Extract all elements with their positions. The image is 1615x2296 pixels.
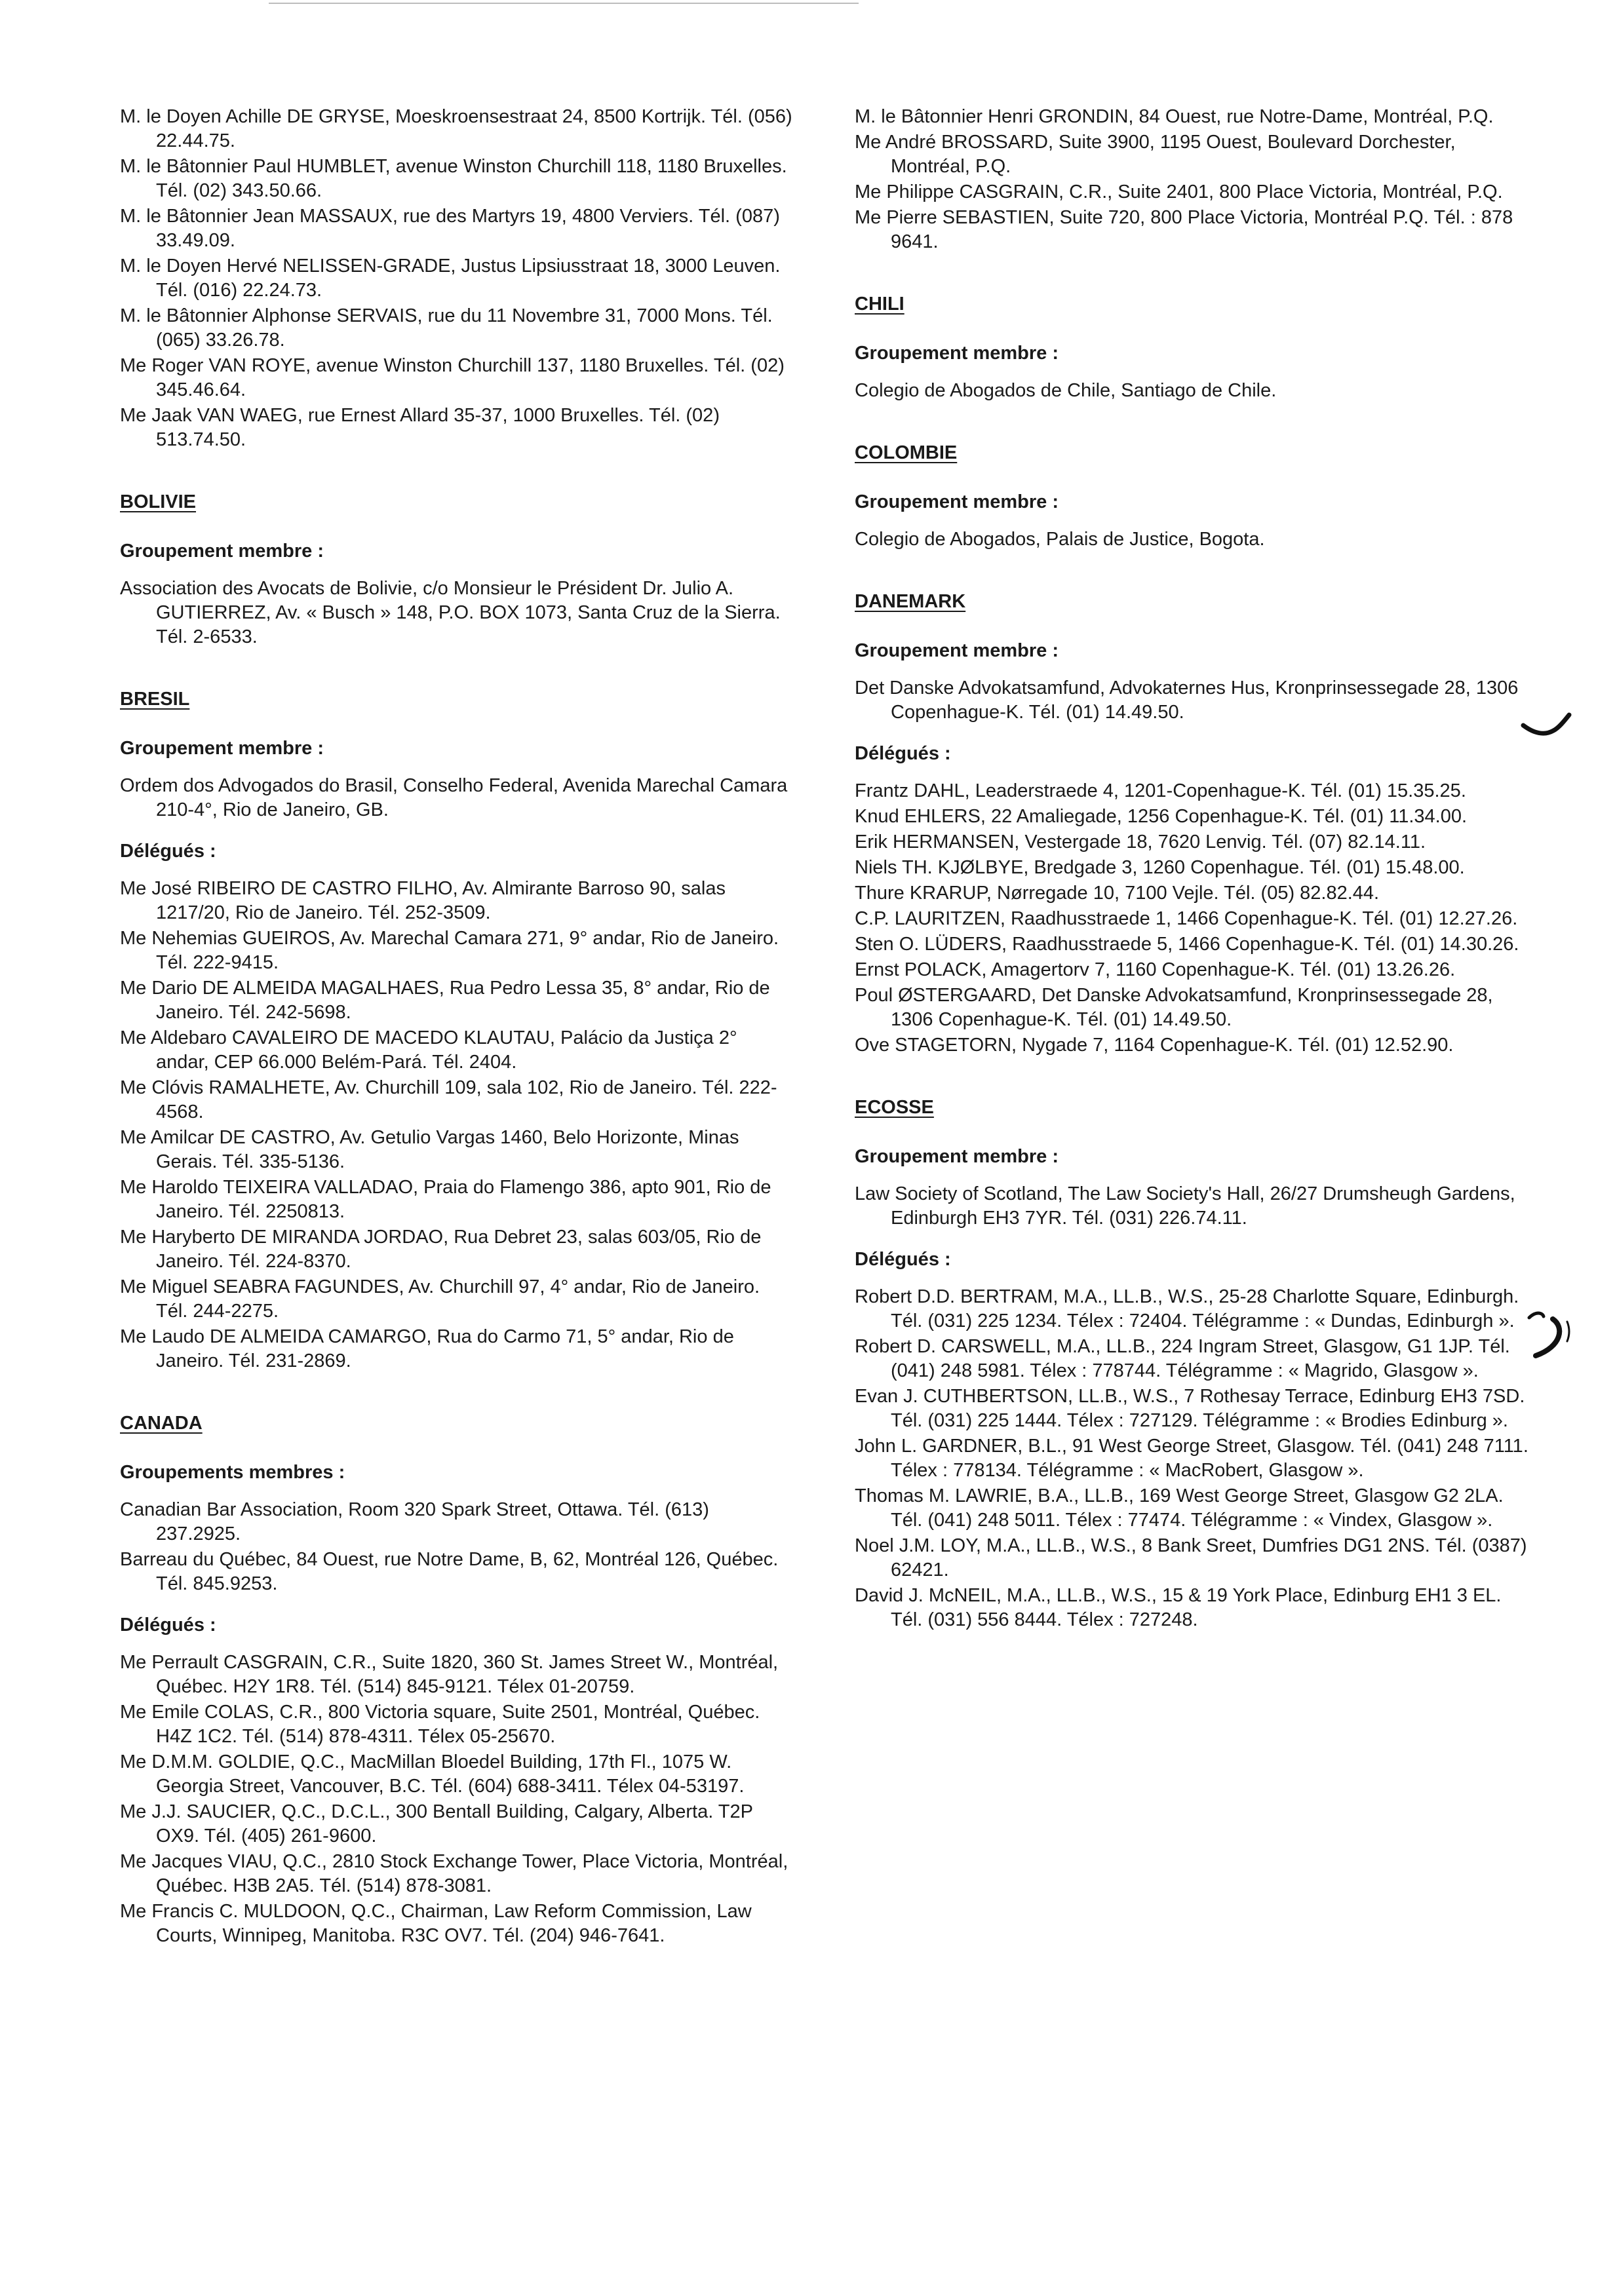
list-item: M. le Doyen Achille DE GRYSE, Moeskroensestraat 24, 8500 Kortrijk. Tél. (056) 22.44.75. bbox=[120, 106, 792, 151]
delegate-entry: Me Francis C. MULDOON, Q.C., Chairman, Law Reform Commission, Law Courts, Winnipeg, Manitoba. R3C OV7. Tél. (204) 946-7641. bbox=[120, 1901, 752, 1946]
right-column bbox=[855, 105, 1530, 1634]
groups-heading: Groupement membre : bbox=[855, 491, 1059, 512]
delegate-entry: Robert D.D. BERTRAM, M.A., LL.B., W.S., 25-28 Charlotte Square, Edinburgh. Tél. (031) 225 1234. Télex : 72404. Télégramme : « Dundas, Edinburgh ». bbox=[855, 1286, 1519, 1331]
list-item: Me Jaak VAN WAEG, rue Ernest Allard 35-37, 1000 Bruxelles. Tél. (02) 513.74.50. bbox=[120, 405, 720, 450]
group-entry: Colegio de Abogados de Chile, Santiago de Chile. bbox=[855, 380, 1277, 401]
delegate-entry: Me José RIBEIRO DE CASTRO FILHO, Av. Almirante Barroso 90, salas 1217/20, Rio de Janeiro. Tél. 252-3509. bbox=[120, 878, 726, 923]
groups-heading: Groupements membres : bbox=[120, 1462, 345, 1483]
country-heading: CHILI bbox=[855, 294, 905, 315]
delegate-entry: Me J.J. SAUCIER, Q.C., D.C.L., 300 Bentall Building, Calgary, Alberta. T2P OX9. Tél. (405) 261-9600. bbox=[120, 1801, 753, 1846]
delegate-entry: Sten O. LÜDERS, Raadhusstraede 5, 1466 Copenhague-K. Tél. (01) 14.30.26. bbox=[855, 934, 1519, 955]
delegate-entry: Ove STAGETORN, Nygade 7, 1164 Copenhague-K. Tél. (01) 12.52.90. bbox=[855, 1035, 1454, 1056]
delegate-entry: Robert D. CARSWELL, M.A., LL.B., 224 Ingram Street, Glasgow, G1 1JP. Tél. (041) 248 5981. Télex : 778744. Télégramme : « Magrido, Glasgow ». bbox=[855, 1336, 1510, 1381]
section-chili bbox=[855, 292, 1530, 403]
top-rule bbox=[269, 3, 859, 4]
country-heading: ECOSSE bbox=[855, 1097, 934, 1118]
intro-block bbox=[120, 105, 795, 452]
delegate-entry: Me Nehemias GUEIROS, Av. Marechal Camara 271, 9° andar, Rio de Janeiro. Tél. 222-9415. bbox=[120, 928, 779, 973]
list-item: M. le Doyen Hervé NELISSEN-GRADE, Justus Lipsiusstraat 18, 3000 Leuven. Tél. (016) 22.24.73. bbox=[120, 256, 781, 301]
delegate-entry: Me Clóvis RAMALHETE, Av. Churchill 109, sala 102, Rio de Janeiro. Tél. 222-4568. bbox=[120, 1077, 777, 1122]
delegate-entry: Me Miguel SEABRA FAGUNDES, Av. Churchill 97, 4° andar, Rio de Janeiro. Tél. 244-2275. bbox=[120, 1276, 760, 1322]
section-ecosse bbox=[855, 1096, 1530, 1632]
delegate-entry: Ernst POLACK, Amagertorv 7, 1160 Copenhague-K. Tél. (01) 13.26.26. bbox=[855, 959, 1456, 980]
groups-heading: Groupement membre : bbox=[855, 1146, 1059, 1167]
country-heading: COLOMBIE bbox=[855, 442, 958, 463]
section-bresil bbox=[120, 687, 795, 1373]
delegate-entry: John L. GARDNER, B.L., 91 West George Street, Glasgow. Tél. (041) 248 7111. Télex : 778134. Télégramme : « MacRobert, Glasgow ». bbox=[855, 1436, 1528, 1481]
list-item: M. le Bâtonnier Henri GRONDIN, 84 Ouest, rue Notre-Dame, Montréal, P.Q. bbox=[855, 106, 1494, 127]
delegate-entry: C.P. LAURITZEN, Raadhusstraede 1, 1466 Copenhague-K. Tél. (01) 12.27.26. bbox=[855, 908, 1518, 929]
delegate-entry: Me Laudo DE ALMEIDA CAMARGO, Rua do Carmo 71, 5° andar, Rio de Janeiro. Tél. 231-2869. bbox=[120, 1326, 734, 1371]
delegate-entry: Me Dario DE ALMEIDA MAGALHAES, Rua Pedro Lessa 35, 8° andar, Rio de Janeiro. Tél. 242-5698. bbox=[120, 978, 770, 1023]
delegate-entry: Me Haroldo TEIXEIRA VALLADAO, Praia do Flamengo 386, apto 901, Rio de Janeiro. Tél. 2250813. bbox=[120, 1177, 771, 1222]
group-entry: Canadian Bar Association, Room 320 Spark Street, Ottawa. Tél. (613) 237.2925. bbox=[120, 1499, 709, 1544]
delegate-entry: Erik HERMANSEN, Vestergade 18, 7620 Lenvig. Tél. (07) 82.14.11. bbox=[855, 832, 1426, 852]
delegate-entry: Me D.M.M. GOLDIE, Q.C., MacMillan Bloedel Building, 17th Fl., 1075 W. Georgia Street, Vancouver, B.C. Tél. (604) 688-3411. Télex 04-53197. bbox=[120, 1751, 745, 1797]
delegate-entry: Poul ØSTERGAARD, Det Danske Advokatsamfund, Kronprinsessegade 28, 1306 Copenhague-K. Tél. (01) 14.49.50. bbox=[855, 985, 1493, 1030]
group-entry: Colegio de Abogados, Palais de Justice, Bogota. bbox=[855, 529, 1265, 550]
list-item: Me Pierre SEBASTIEN, Suite 720, 800 Place Victoria, Montréal P.Q. Tél. : 878 9641. bbox=[855, 207, 1513, 252]
group-entry: Det Danske Advokatsamfund, Advokaternes Hus, Kronprinsessegade 28, 1306 Copenhague-K. Tél. (01) 14.49.50. bbox=[855, 678, 1519, 723]
list-item: Me Philippe CASGRAIN, C.R., Suite 2401, 800 Place Victoria, Montréal, P.Q. bbox=[855, 182, 1503, 202]
section-canada bbox=[120, 1411, 795, 1948]
intro-block bbox=[855, 105, 1530, 254]
delegate-entry: Me Amilcar DE CASTRO, Av. Getulio Vargas 1460, Belo Horizonte, Minas Gerais. Tél. 335-5136. bbox=[120, 1127, 739, 1172]
section-colombie bbox=[855, 441, 1530, 552]
delegate-entry: Me Perrault CASGRAIN, C.R., Suite 1820, 360 St. James Street W., Montréal, Québec. H2Y 1R8. Tél. (514) 845-9121. Télex 01-20759. bbox=[120, 1652, 779, 1697]
delegate-entry: Thomas M. LAWRIE, B.A., LL.B., 169 West George Street, Glasgow G2 2LA. Tél. (041) 248 5011. Télex : 77474. Télégramme : « Vindex, Glasgow ». bbox=[855, 1485, 1504, 1531]
delegate-entry: Niels TH. KJØLBYE, Bredgade 3, 1260 Copenhague. Tél. (01) 15.48.00. bbox=[855, 857, 1465, 878]
delegate-entry: Me Emile COLAS, C.R., 800 Victoria square, Suite 2501, Montréal, Québec. H4Z 1C2. Tél. (514) 878-4311. Télex 05-25670. bbox=[120, 1702, 760, 1747]
group-entry: Barreau du Québec, 84 Ouest, rue Notre Dame, B, 62, Montréal 126, Québec. Tél. 845.9253. bbox=[120, 1549, 779, 1594]
groups-heading: Groupement membre : bbox=[120, 541, 324, 562]
delegates-heading: Délégués : bbox=[120, 841, 216, 862]
list-item: M. le Bâtonnier Jean MASSAUX, rue des Martyrs 19, 4800 Verviers. Tél. (087) 33.49.09. bbox=[120, 206, 780, 251]
group-entry: Association des Avocats de Bolivie, c/o Monsieur le Président Dr. Julio A. GUTIERREZ, Av. « Busch » 148, P.O. BOX 1073, Santa Cruz de la Sierra. Tél. 2-6533. bbox=[120, 578, 781, 647]
list-item: Me André BROSSARD, Suite 3900, 1195 Ouest, Boulevard Dorchester, Montréal, P.Q. bbox=[855, 132, 1456, 177]
country-heading: BOLIVIE bbox=[120, 491, 197, 512]
country-heading: BRESIL bbox=[120, 689, 190, 710]
delegate-entry: Thure KRARUP, Nørregade 10, 7100 Vejle. Tél. (05) 82.82.44. bbox=[855, 883, 1380, 904]
groups-heading: Groupement membre : bbox=[855, 640, 1059, 661]
list-item: M. le Bâtonnier Alphonse SERVAIS, rue du 11 Novembre 31, 7000 Mons. Tél. (065) 33.26.78. bbox=[120, 305, 773, 351]
delegate-entry: Me Aldebaro CAVALEIRO DE MACEDO KLAUTAU, Palácio da Justiça 2° andar, CEP 66.000 Belém-Pará. Tél. 2404. bbox=[120, 1027, 737, 1073]
delegates-heading: Délégués : bbox=[120, 1615, 216, 1636]
delegate-entry: Frantz DAHL, Leaderstraede 4, 1201-Copenhague-K. Tél. (01) 15.35.25. bbox=[855, 780, 1466, 801]
delegate-entry: Me Haryberto DE MIRANDA JORDAO, Rua Debret 23, salas 603/05, Rio de Janeiro. Tél. 224-8370. bbox=[120, 1227, 762, 1272]
section-bolivie bbox=[120, 490, 795, 649]
section-danemark bbox=[855, 590, 1530, 1058]
groups-heading: Groupement membre : bbox=[120, 738, 324, 759]
delegate-entry: David J. McNEIL, M.A., LL.B., W.S., 15 & 19 York Place, Edinburg EH1 3 EL. Tél. (031) 556 8444. Télex : 727248. bbox=[855, 1585, 1502, 1630]
list-item: Me Roger VAN ROYE, avenue Winston Churchill 137, 1180 Bruxelles. Tél. (02) 345.46.64. bbox=[120, 355, 785, 400]
delegate-entry: Knud EHLERS, 22 Amaliegade, 1256 Copenhague-K. Tél. (01) 11.34.00. bbox=[855, 806, 1468, 827]
delegate-entry: Noel J.M. LOY, M.A., LL.B., W.S., 8 Bank Sreet, Dumfries DG1 2NS. Tél. (0387) 62421. bbox=[855, 1535, 1527, 1580]
group-entry: Law Society of Scotland, The Law Society's Hall, 26/27 Drumsheugh Gardens, Edinburgh EH3 7YR. Tél. (031) 226.74.11. bbox=[855, 1183, 1515, 1229]
country-heading: DANEMARK bbox=[855, 591, 966, 612]
pen-mark-icon bbox=[1524, 1307, 1576, 1363]
pen-mark-icon bbox=[1521, 711, 1573, 744]
delegates-heading: Délégués : bbox=[855, 743, 951, 764]
country-heading: CANADA bbox=[120, 1413, 203, 1434]
groups-heading: Groupement membre : bbox=[855, 343, 1059, 364]
delegates-heading: Délégués : bbox=[855, 1249, 951, 1270]
list-item: M. le Bâtonnier Paul HUMBLET, avenue Winston Churchill 118, 1180 Bruxelles. Tél. (02) 343.50.66. bbox=[120, 156, 787, 201]
delegate-entry: Me Jacques VIAU, Q.C., 2810 Stock Exchange Tower, Place Victoria, Montréal, Québec. H3B 2A5. Tél. (514) 878-3081. bbox=[120, 1851, 788, 1896]
delegate-entry: Evan J. CUTHBERTSON, LL.B., W.S., 7 Rothesay Terrace, Edinburg EH3 7SD. Tél. (031) 225 1444. Télex : 727129. Télégramme : « Brodies Edinburg ». bbox=[855, 1386, 1525, 1431]
left-column bbox=[120, 105, 795, 1949]
group-entry: Ordem dos Advogados do Brasil, Conselho Federal, Avenida Marechal Camara 210-4°, Rio de Janeiro, GB. bbox=[120, 775, 788, 820]
